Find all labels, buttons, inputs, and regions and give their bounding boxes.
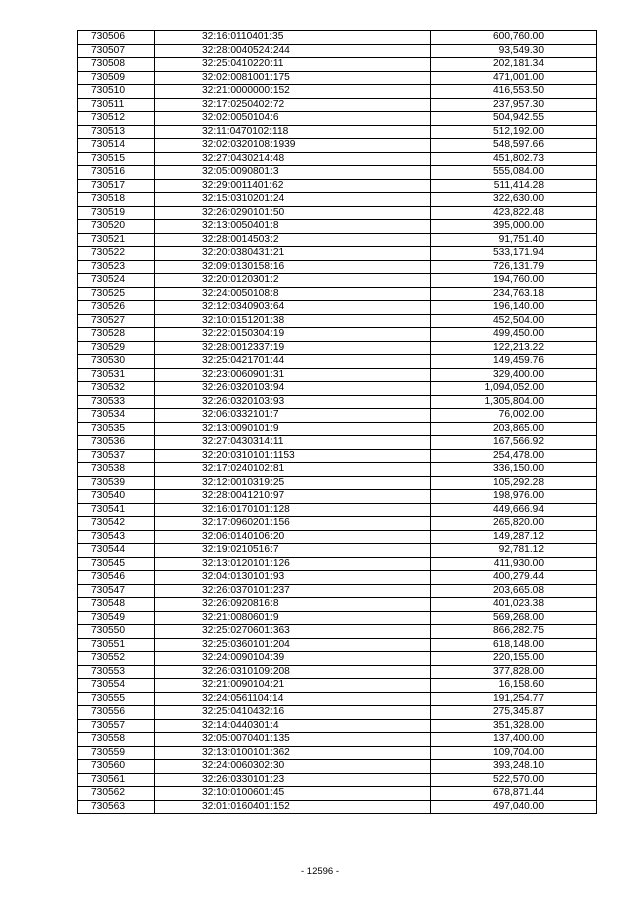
amount-cell: 471,001.00 bbox=[431, 71, 597, 85]
table-row bbox=[78, 706, 597, 720]
amount-cell: 401,023.38 bbox=[431, 598, 597, 612]
record-id-cell: 730546 bbox=[78, 571, 155, 585]
amount-cell: 395,000.00 bbox=[431, 220, 597, 234]
table-row bbox=[78, 233, 597, 247]
record-id-cell: 730551 bbox=[78, 638, 155, 652]
record-id-cell: 730541 bbox=[78, 503, 155, 517]
record-id-cell: 730548 bbox=[78, 598, 155, 612]
amount-cell: 411,930.00 bbox=[431, 557, 597, 571]
table-row bbox=[78, 638, 597, 652]
amount-cell: 149,287.12 bbox=[431, 530, 597, 544]
table-row bbox=[78, 625, 597, 639]
cadastral-number-cell: 32:17:0960201:156 bbox=[155, 517, 431, 531]
table-row bbox=[78, 449, 597, 463]
table-row bbox=[78, 422, 597, 436]
table-row bbox=[78, 557, 597, 571]
record-id-cell: 730553 bbox=[78, 665, 155, 679]
table-row bbox=[78, 787, 597, 801]
cadastral-number-cell: 32:24:0090104:39 bbox=[155, 652, 431, 666]
record-id-cell: 730526 bbox=[78, 301, 155, 315]
record-id-cell: 730506 bbox=[78, 31, 155, 45]
table-row bbox=[78, 193, 597, 207]
record-id-cell: 730519 bbox=[78, 206, 155, 220]
table-row bbox=[78, 652, 597, 666]
record-id-cell: 730535 bbox=[78, 422, 155, 436]
cadastral-number-cell: 32:28:0014503:2 bbox=[155, 233, 431, 247]
amount-cell: 16,158.60 bbox=[431, 679, 597, 693]
record-id-cell: 730539 bbox=[78, 476, 155, 490]
amount-cell: 393,248.10 bbox=[431, 760, 597, 774]
amount-cell: 109,704.00 bbox=[431, 746, 597, 760]
table-row bbox=[78, 274, 597, 288]
cadastral-number-cell: 32:21:0000000:152 bbox=[155, 85, 431, 99]
record-id-cell: 730507 bbox=[78, 44, 155, 58]
record-id-cell: 730509 bbox=[78, 71, 155, 85]
amount-cell: 196,140.00 bbox=[431, 301, 597, 315]
amount-cell: 322,630.00 bbox=[431, 193, 597, 207]
amount-cell: 600,760.00 bbox=[431, 31, 597, 45]
amount-cell: 92,781.12 bbox=[431, 544, 597, 558]
table-row bbox=[78, 98, 597, 112]
amount-cell: 203,865.00 bbox=[431, 422, 597, 436]
cadastral-number-cell: 32:26:0920816:8 bbox=[155, 598, 431, 612]
amount-cell: 202,181.34 bbox=[431, 58, 597, 72]
cadastral-number-cell: 32:10:0100601:45 bbox=[155, 787, 431, 801]
table-row bbox=[78, 773, 597, 787]
record-id-cell: 730556 bbox=[78, 706, 155, 720]
record-id-cell: 730533 bbox=[78, 395, 155, 409]
amount-cell: 329,400.00 bbox=[431, 368, 597, 382]
record-id-cell: 730529 bbox=[78, 341, 155, 355]
amount-cell: 866,282.75 bbox=[431, 625, 597, 639]
amount-cell: 254,478.00 bbox=[431, 449, 597, 463]
record-id-cell: 730522 bbox=[78, 247, 155, 261]
table-row bbox=[78, 760, 597, 774]
amount-cell: 423,822.48 bbox=[431, 206, 597, 220]
cadastral-number-cell: 32:25:0410432:16 bbox=[155, 706, 431, 720]
record-id-cell: 730534 bbox=[78, 409, 155, 423]
amount-cell: 234,763.18 bbox=[431, 287, 597, 301]
cadastral-number-cell: 32:16:0110401:35 bbox=[155, 31, 431, 45]
record-id-cell: 730543 bbox=[78, 530, 155, 544]
record-id-cell: 730515 bbox=[78, 152, 155, 166]
cadastral-number-cell: 32:25:0421701:44 bbox=[155, 355, 431, 369]
record-id-cell: 730525 bbox=[78, 287, 155, 301]
amount-cell: 91,751.40 bbox=[431, 233, 597, 247]
record-id-cell: 730545 bbox=[78, 557, 155, 571]
cadastral-number-cell: 32:02:0081001:175 bbox=[155, 71, 431, 85]
cadastral-number-cell: 32:02:0320108:1939 bbox=[155, 139, 431, 153]
table-row bbox=[78, 530, 597, 544]
cadastral-number-cell: 32:17:0240102:81 bbox=[155, 463, 431, 477]
amount-cell: 522,570.00 bbox=[431, 773, 597, 787]
record-id-cell: 730532 bbox=[78, 382, 155, 396]
cadastral-number-cell: 32:09:0130158:16 bbox=[155, 260, 431, 274]
amount-cell: 497,040.00 bbox=[431, 800, 597, 814]
record-id-cell: 730537 bbox=[78, 449, 155, 463]
record-id-cell: 730536 bbox=[78, 436, 155, 450]
record-id-cell: 730530 bbox=[78, 355, 155, 369]
table-row bbox=[78, 584, 597, 598]
table-row bbox=[78, 206, 597, 220]
cadastral-number-cell: 32:26:0370101:237 bbox=[155, 584, 431, 598]
cadastral-number-cell: 32:06:0332101:7 bbox=[155, 409, 431, 423]
table-row bbox=[78, 544, 597, 558]
record-id-cell: 730560 bbox=[78, 760, 155, 774]
record-id-cell: 730508 bbox=[78, 58, 155, 72]
record-id-cell: 730511 bbox=[78, 98, 155, 112]
cadastral-number-cell: 32:11:0470102:118 bbox=[155, 125, 431, 139]
table-row bbox=[78, 31, 597, 45]
amount-cell: 149,459.76 bbox=[431, 355, 597, 369]
record-id-cell: 730513 bbox=[78, 125, 155, 139]
table-row bbox=[78, 314, 597, 328]
table-row bbox=[78, 166, 597, 180]
cadastral-number-cell: 32:20:0120301:2 bbox=[155, 274, 431, 288]
amount-cell: 265,820.00 bbox=[431, 517, 597, 531]
amount-cell: 105,292.28 bbox=[431, 476, 597, 490]
amount-cell: 416,553.50 bbox=[431, 85, 597, 99]
cadastral-number-cell: 32:13:0100101:362 bbox=[155, 746, 431, 760]
record-id-cell: 730550 bbox=[78, 625, 155, 639]
table-row bbox=[78, 503, 597, 517]
table-row bbox=[78, 476, 597, 490]
cadastral-number-cell: 32:13:0050401:8 bbox=[155, 220, 431, 234]
record-id-cell: 730512 bbox=[78, 112, 155, 126]
table-row bbox=[78, 490, 597, 504]
cadastral-number-cell: 32:28:0012337:19 bbox=[155, 341, 431, 355]
table-row bbox=[78, 382, 597, 396]
amount-cell: 618,148.00 bbox=[431, 638, 597, 652]
record-id-cell: 730538 bbox=[78, 463, 155, 477]
record-id-cell: 730514 bbox=[78, 139, 155, 153]
amount-cell: 451,802.73 bbox=[431, 152, 597, 166]
cadastral-number-cell: 32:26:0330101:23 bbox=[155, 773, 431, 787]
table-row bbox=[78, 247, 597, 261]
amount-cell: 499,450.00 bbox=[431, 328, 597, 342]
record-id-cell: 730563 bbox=[78, 800, 155, 814]
amount-cell: 548,597.66 bbox=[431, 139, 597, 153]
record-id-cell: 730558 bbox=[78, 733, 155, 747]
amount-cell: 76,002.00 bbox=[431, 409, 597, 423]
cadastral-number-cell: 32:21:0080601:9 bbox=[155, 611, 431, 625]
cadastral-number-cell: 32:15:0310201:24 bbox=[155, 193, 431, 207]
cadastral-number-cell: 32:26:0320103:94 bbox=[155, 382, 431, 396]
cadastral-number-cell: 32:25:0360101:204 bbox=[155, 638, 431, 652]
record-id-cell: 730521 bbox=[78, 233, 155, 247]
record-id-cell: 730557 bbox=[78, 719, 155, 733]
amount-cell: 351,328.00 bbox=[431, 719, 597, 733]
record-id-cell: 730524 bbox=[78, 274, 155, 288]
page-number: - 12596 - bbox=[300, 866, 340, 877]
amount-cell: 555,084.00 bbox=[431, 166, 597, 180]
amount-cell: 504,942.55 bbox=[431, 112, 597, 126]
amount-cell: 194,760.00 bbox=[431, 274, 597, 288]
record-id-cell: 730520 bbox=[78, 220, 155, 234]
amount-cell: 400,279.44 bbox=[431, 571, 597, 585]
table-row bbox=[78, 395, 597, 409]
table-row bbox=[78, 463, 597, 477]
amount-cell: 93,549.30 bbox=[431, 44, 597, 58]
cadastral-number-cell: 32:24:0050108:8 bbox=[155, 287, 431, 301]
cadastral-number-cell: 32:05:0090801:3 bbox=[155, 166, 431, 180]
table-row bbox=[78, 112, 597, 126]
amount-cell: 191,254.77 bbox=[431, 692, 597, 706]
table-row bbox=[78, 800, 597, 814]
cadastral-number-cell: 32:14:0440301:4 bbox=[155, 719, 431, 733]
amount-cell: 336,150.00 bbox=[431, 463, 597, 477]
table-row bbox=[78, 719, 597, 733]
cadastral-number-cell: 32:12:0010319:25 bbox=[155, 476, 431, 490]
table-row bbox=[78, 328, 597, 342]
cadastral-number-cell: 32:27:0430314:11 bbox=[155, 436, 431, 450]
record-id-cell: 730531 bbox=[78, 368, 155, 382]
cadastral-number-cell: 32:20:0380431:21 bbox=[155, 247, 431, 261]
record-id-cell: 730555 bbox=[78, 692, 155, 706]
table-row bbox=[78, 679, 597, 693]
table-row bbox=[78, 287, 597, 301]
cadastral-number-cell: 32:25:0410220:11 bbox=[155, 58, 431, 72]
table-row bbox=[78, 517, 597, 531]
table-row bbox=[78, 125, 597, 139]
record-id-cell: 730549 bbox=[78, 611, 155, 625]
record-id-cell: 730540 bbox=[78, 490, 155, 504]
table-row bbox=[78, 436, 597, 450]
cadastral-number-cell: 32:13:0090101:9 bbox=[155, 422, 431, 436]
record-id-cell: 730561 bbox=[78, 773, 155, 787]
table-row bbox=[78, 179, 597, 193]
cadastral-number-cell: 32:23:0060901:31 bbox=[155, 368, 431, 382]
table-row bbox=[78, 139, 597, 153]
cadastral-number-cell: 32:04:0130101:93 bbox=[155, 571, 431, 585]
amount-cell: 452,504.00 bbox=[431, 314, 597, 328]
cadastral-number-cell: 32:20:0310101:1153 bbox=[155, 449, 431, 463]
table-row bbox=[78, 220, 597, 234]
table-row bbox=[78, 598, 597, 612]
amount-cell: 1,305,804.00 bbox=[431, 395, 597, 409]
cadastral-number-cell: 32:28:0041210:97 bbox=[155, 490, 431, 504]
cadastral-number-cell: 32:05:0070401:135 bbox=[155, 733, 431, 747]
amount-cell: 377,828.00 bbox=[431, 665, 597, 679]
record-id-cell: 730542 bbox=[78, 517, 155, 531]
table-row bbox=[78, 152, 597, 166]
amount-cell: 167,566.92 bbox=[431, 436, 597, 450]
record-id-cell: 730554 bbox=[78, 679, 155, 693]
record-id-cell: 730516 bbox=[78, 166, 155, 180]
record-id-cell: 730523 bbox=[78, 260, 155, 274]
table-row bbox=[78, 409, 597, 423]
table-row bbox=[78, 301, 597, 315]
cadastral-number-cell: 32:24:0561104:14 bbox=[155, 692, 431, 706]
amount-cell: 122,213.22 bbox=[431, 341, 597, 355]
cadastral-number-cell: 32:10:0151201:38 bbox=[155, 314, 431, 328]
record-id-cell: 730527 bbox=[78, 314, 155, 328]
amount-cell: 1,094,052.00 bbox=[431, 382, 597, 396]
table-row bbox=[78, 733, 597, 747]
cadastral-number-cell: 32:27:0430214:48 bbox=[155, 152, 431, 166]
table-row bbox=[78, 746, 597, 760]
amount-cell: 220,155.00 bbox=[431, 652, 597, 666]
cadastral-number-cell: 32:28:0040524:244 bbox=[155, 44, 431, 58]
cadastral-number-cell: 32:24:0060302:30 bbox=[155, 760, 431, 774]
amount-cell: 511,414.28 bbox=[431, 179, 597, 193]
record-id-cell: 730528 bbox=[78, 328, 155, 342]
amount-cell: 203,665.08 bbox=[431, 584, 597, 598]
amount-cell: 237,957.30 bbox=[431, 98, 597, 112]
cadastral-number-cell: 32:19:0210516:7 bbox=[155, 544, 431, 558]
table-row bbox=[78, 341, 597, 355]
record-id-cell: 730559 bbox=[78, 746, 155, 760]
table-row bbox=[78, 571, 597, 585]
table-row bbox=[78, 85, 597, 99]
record-id-cell: 730552 bbox=[78, 652, 155, 666]
cadastral-number-cell: 32:26:0320103:93 bbox=[155, 395, 431, 409]
cadastral-number-cell: 32:17:0250402:72 bbox=[155, 98, 431, 112]
record-id-cell: 730562 bbox=[78, 787, 155, 801]
amount-cell: 678,871.44 bbox=[431, 787, 597, 801]
table-row bbox=[78, 665, 597, 679]
cadastral-number-cell: 32:26:0290101:50 bbox=[155, 206, 431, 220]
amount-cell: 198,976.00 bbox=[431, 490, 597, 504]
table-row bbox=[78, 611, 597, 625]
cadastral-number-cell: 32:12:0340903:64 bbox=[155, 301, 431, 315]
cadastral-number-cell: 32:13:0120101:126 bbox=[155, 557, 431, 571]
amount-cell: 569,268.00 bbox=[431, 611, 597, 625]
amount-cell: 137,400.00 bbox=[431, 733, 597, 747]
table-row bbox=[78, 58, 597, 72]
table-row bbox=[78, 71, 597, 85]
amount-cell: 726,131.79 bbox=[431, 260, 597, 274]
cadastral-number-cell: 32:01:0160401:152 bbox=[155, 800, 431, 814]
table-row bbox=[78, 692, 597, 706]
records-table bbox=[77, 30, 597, 814]
record-id-cell: 730510 bbox=[78, 85, 155, 99]
record-id-cell: 730517 bbox=[78, 179, 155, 193]
cadastral-number-cell: 32:26:0310109:208 bbox=[155, 665, 431, 679]
table-row bbox=[78, 355, 597, 369]
record-id-cell: 730518 bbox=[78, 193, 155, 207]
record-id-cell: 730547 bbox=[78, 584, 155, 598]
table-row bbox=[78, 260, 597, 274]
cadastral-number-cell: 32:02:0050104:6 bbox=[155, 112, 431, 126]
cadastral-number-cell: 32:21:0090104:21 bbox=[155, 679, 431, 693]
amount-cell: 275,345.87 bbox=[431, 706, 597, 720]
record-id-cell: 730544 bbox=[78, 544, 155, 558]
amount-cell: 533,171.94 bbox=[431, 247, 597, 261]
records-table-body bbox=[78, 31, 597, 814]
cadastral-number-cell: 32:16:0170101:128 bbox=[155, 503, 431, 517]
cadastral-number-cell: 32:25:0270601:363 bbox=[155, 625, 431, 639]
amount-cell: 512,192.00 bbox=[431, 125, 597, 139]
amount-cell: 449,666.94 bbox=[431, 503, 597, 517]
cadastral-number-cell: 32:22:0150304:19 bbox=[155, 328, 431, 342]
cadastral-number-cell: 32:29:0011401:62 bbox=[155, 179, 431, 193]
table-row bbox=[78, 368, 597, 382]
table-row bbox=[78, 44, 597, 58]
cadastral-number-cell: 32:06:0140106:20 bbox=[155, 530, 431, 544]
